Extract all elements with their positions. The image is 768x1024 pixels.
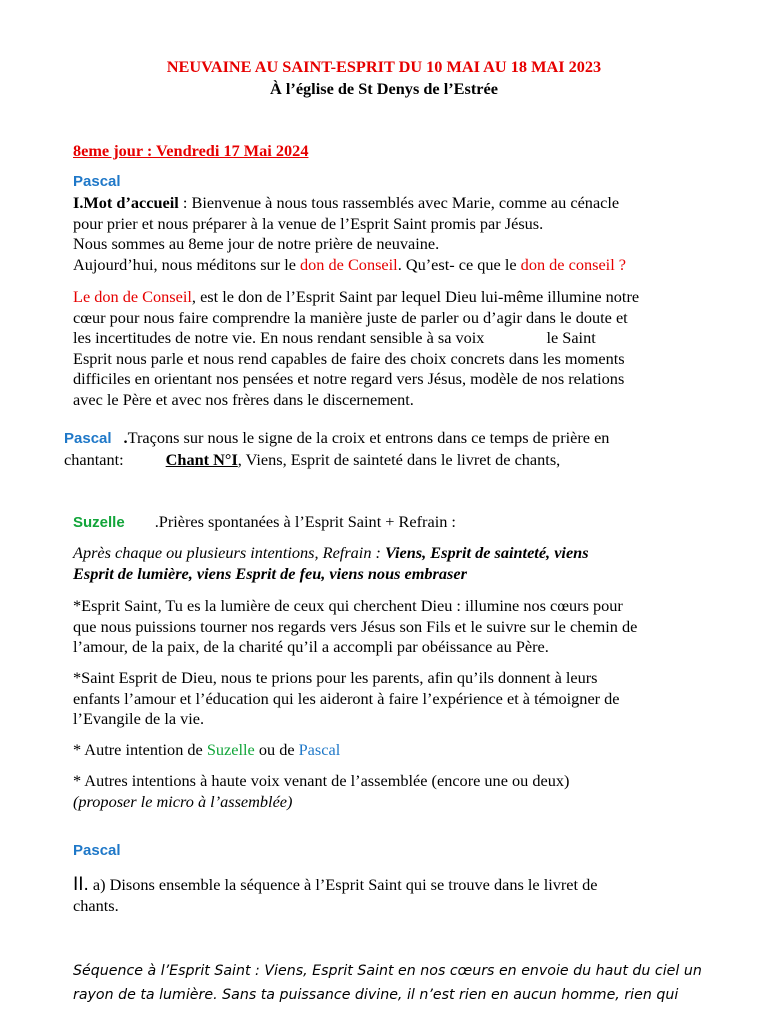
gift-paragraph — [73, 287, 713, 410]
sign-of-cross-paragraph — [64, 428, 724, 470]
gift-line-2: cœur pour nous faire comprendre la manière juste de parler ou d’agir dans le doute et — [73, 307, 628, 327]
gift-line-1 — [73, 287, 713, 308]
gift-lead: Le don de Conseil — [73, 287, 192, 306]
cross-line-2 — [64, 450, 724, 471]
document-subtitle: À l’église de St Denys de l’Estrée — [270, 79, 498, 98]
welcome-line-1-text: : Bienvenue à nous tous rassemblés avec Marie, comme au cénacle — [178, 193, 620, 212]
intention-4 — [73, 771, 713, 812]
intention-4-line-2: (proposer le micro à l’assemblée) — [73, 791, 293, 811]
gift-line-1-text: , est le don de l’Esprit Saint par lequel Dieu lui-même illumine notre — [191, 287, 640, 306]
welcome-paragraph — [73, 193, 713, 275]
welcome-line-4 — [73, 255, 713, 276]
speaker-suzelle-1: Suzelle — [73, 514, 125, 531]
intention-1-line-1: *Esprit Saint, Tu es la lumière de ceux qui cherchent Dieu : illumine nos cœurs pour — [73, 596, 623, 615]
cross-line-1-text: Traçons sur nous le signe de la croix et entrons dans ce temps de prière en — [127, 428, 610, 447]
refrain-text-2: Esprit de lumière, viens Esprit de feu, viens nous embraser — [73, 563, 467, 583]
speaker-pascal-3: Pascal — [73, 842, 121, 859]
intention-3-suzelle: Suzelle — [206, 740, 255, 759]
gift-line-4: Esprit nous parle et nous rend capables de faire des choix concrets dans les moments — [73, 348, 625, 368]
cross-dot: . — [123, 428, 128, 447]
cross-line-1 — [64, 428, 724, 450]
cross-line-2-b: , Viens, Esprit de sainteté dans le livret de chants, — [237, 449, 561, 469]
sequence-instruction-text: a) Disons ensemble la séquence à l’Esprit Saint qui se trouve dans le livret de — [88, 875, 598, 894]
cross-line-2-a: chantant: — [64, 449, 124, 469]
gift-line-3-a: les incertitudes de notre vie. En nous rendant sensible à sa voix — [73, 328, 485, 347]
sequence-text — [73, 959, 713, 1007]
intention-4-line-1: * Autres intentions à haute voix venant de l’assemblée (encore une ou deux) — [73, 771, 570, 790]
refrain-intro: Après chaque ou plusieurs intentions, Refrain : — [73, 543, 386, 562]
gift-line-3-b: le Saint — [546, 328, 596, 347]
welcome-line-1 — [73, 193, 713, 214]
gift-name-red-1: don de Conseil — [300, 254, 398, 274]
welcome-line-2: pour prier et nous préparer à la venue de l’Esprit Saint promis par Jésus. — [73, 213, 544, 233]
section-marker-1: I.Mot d’accueil — [73, 193, 179, 212]
sequence-line-2: rayon de ta lumière. Sans ta puissance divine, il n’est rien en aucun homme, rien qui — [73, 987, 679, 1003]
speaker-pascal-1: Pascal — [73, 173, 121, 190]
welcome-line-4-b: . Qu’est- ce que le — [397, 254, 521, 274]
intention-3 — [73, 740, 713, 761]
sequence-instruction-line-1 — [73, 875, 713, 896]
sequence-instruction — [73, 875, 713, 916]
prayers-heading-text: .Prières spontanées à l’Esprit Saint + Refrain : — [154, 512, 456, 531]
intention-1 — [73, 596, 713, 658]
sequence-instruction-line-2: chants. — [73, 895, 119, 915]
gift-line-6: avec le Père et avec nos frères dans le discernement. — [73, 389, 414, 409]
sequence-line-1: Séquence à l’Esprit Saint : Viens, Esprit Saint en nos cœurs en envoie du haut du ciel un — [73, 963, 702, 979]
chant-reference: Chant N°I — [165, 449, 238, 469]
welcome-line-4-a: Aujourd’hui, nous méditons sur le — [73, 254, 301, 274]
intention-3-b: ou de — [254, 740, 299, 759]
intention-2-line-3: l’Evangile de la vie. — [73, 709, 205, 728]
refrain-text-1: Viens, Esprit de sainteté, viens — [385, 543, 589, 562]
intention-1-line-2: que nous puissions tourner nos regards vers Jésus son Fils et le suivre sur le chemin de — [73, 616, 638, 636]
intention-3-pascal: Pascal — [298, 740, 341, 759]
gift-name-red-2: don de conseil ? — [520, 254, 627, 274]
refrain-line-1 — [73, 543, 713, 564]
intention-2-line-2: enfants l’amour et l’éducation qui les aideront à faire l’expérience et à témoigner de — [73, 688, 620, 708]
prayers-heading — [73, 512, 713, 534]
gift-line-5: difficiles en orientant nos pensées et notre regard vers Jésus, modèle de nos relations — [73, 369, 625, 388]
intention-2-line-1: *Saint Esprit de Dieu, nous te prions pour les parents, afin qu’ils donnent à leurs — [73, 668, 598, 687]
intention-2 — [73, 668, 713, 730]
speaker-pascal-2: Pascal — [64, 430, 112, 447]
intention-3-a: * Autre intention de — [73, 740, 207, 759]
gift-line-3 — [73, 328, 713, 349]
intention-1-line-3: l’amour, de la paix, de la charité qu’il a accompli par obéissance au Père. — [73, 637, 549, 656]
day-heading: 8eme jour : Vendredi 17 Mai 2024 — [73, 141, 309, 160]
document-title: NEUVAINE AU SAINT-ESPRIT DU 10 MAI AU 18 MAI 2023 — [166, 57, 602, 76]
section-marker-2: II. — [73, 874, 89, 895]
welcome-line-3: Nous sommes au 8eme jour de notre prière de neuvaine. — [73, 234, 440, 253]
refrain-instruction — [73, 543, 713, 584]
